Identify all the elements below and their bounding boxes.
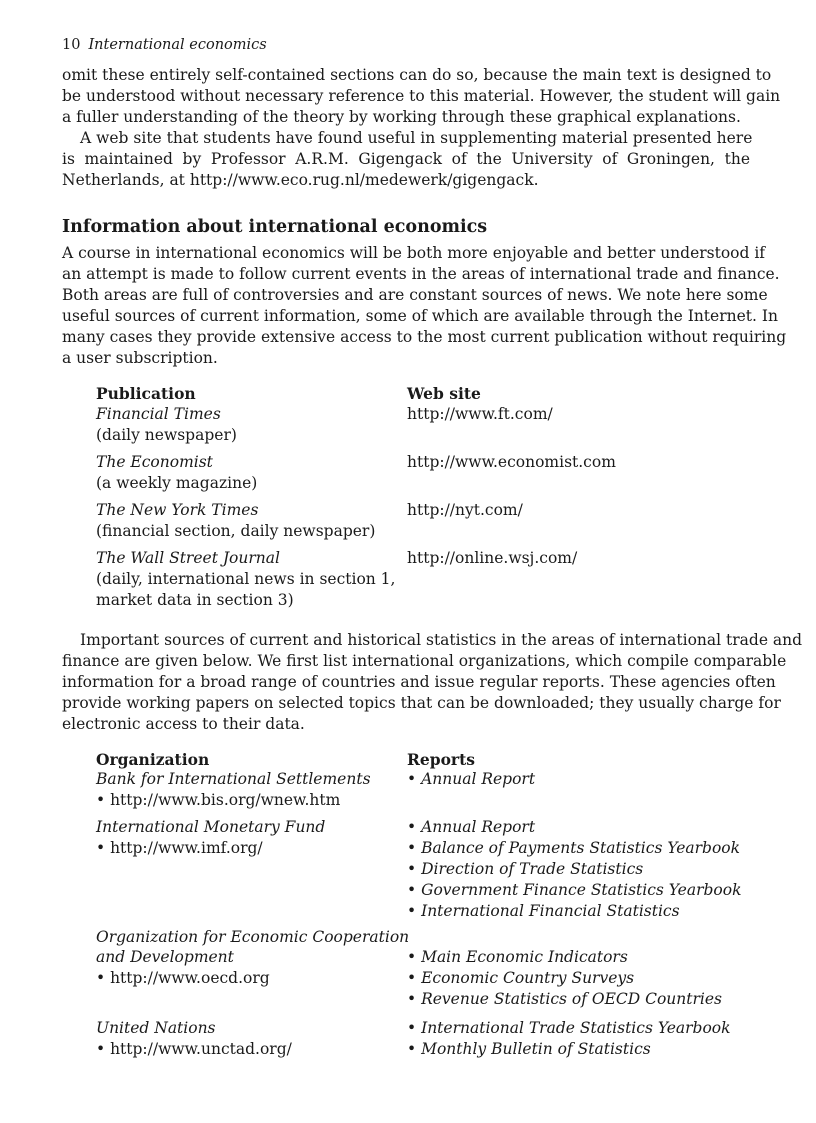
report-item: • Direction of Trade Statistics [407,860,644,878]
publication-url[interactable]: http://www.economist.com [407,453,616,471]
report-item: • Economic Country Surveys [407,969,635,987]
body-text-line: Important sources of current and historical statistics in the areas of international trade and [80,631,803,649]
body-text-line: useful sources of current information, some of which are available through the Internet. In [62,307,778,325]
running-title: International economics [88,37,267,53]
publication-name: The New York Times [96,501,259,519]
page-number: 10 [62,37,81,53]
section-heading: Information about international economics [62,217,488,237]
body-text-line: electronic access to their data. [62,715,305,733]
publication-details: (financial section, daily newspaper) [96,522,376,540]
body-text-line: Netherlands, at http://www.eco.rug.nl/medewerk/gigengack. [62,171,539,189]
publication-name: The Economist [96,453,213,471]
organization-url[interactable]: • http://www.bis.org/wnew.htm [96,791,341,809]
body-text-line: omit these entirely self-contained sections can do so, because the main text is designed to [62,66,772,84]
report-item: • Annual Report [407,818,536,836]
report-item: • Main Economic Indicators [407,948,628,966]
report-item: • International Trade Statistics Yearbook [407,1019,731,1037]
report-item: • Annual Report [407,770,536,788]
body-text-line: many cases they provide extensive access to the most current publication without requiring [62,328,787,346]
organization-url[interactable]: • http://www.unctad.org/ [96,1040,292,1058]
report-item: • International Financial Statistics [407,902,680,920]
body-text-line: A web site that students have found useful in supplementing material presented here [80,129,753,147]
publication-details: (daily newspaper) [96,426,237,444]
body-text-line: a fuller understanding of the theory by working through these graphical explanations. [62,108,741,126]
publication-url[interactable]: http://www.ft.com/ [407,405,553,423]
publication-url[interactable]: http://online.wsj.com/ [407,549,578,567]
publication-details: market data in section 3) [96,591,294,609]
report-item: • Government Finance Statistics Yearbook [407,881,742,899]
website-column-header: Web site [407,384,481,403]
publication-url[interactable]: http://nyt.com/ [407,501,523,519]
body-text-line: a user subscription. [62,349,218,367]
body-text-line: information for a broad range of countries and issue regular reports. These agencies often [62,673,776,691]
running-head [62,36,267,54]
body-text-line: A course in international economics will be both more enjoyable and better understood if [62,244,766,262]
body-text-line: an attempt is made to follow current events in the areas of international trade and finance. [62,265,780,283]
organization-name: International Monetary Fund [96,818,326,836]
publication-name: The Wall Street Journal [96,549,280,567]
body-text-line: be understood without necessary reference to this material. However, the student will gain [62,87,781,105]
organization-name: Bank for International Settlements [96,770,371,788]
body-text-line: is maintained by Professor A.R.M. Gigengack of the University of Groningen, the [62,150,750,168]
organization-url[interactable]: • http://www.imf.org/ [96,839,263,857]
report-item: • Revenue Statistics of OECD Countries [407,990,722,1008]
organization-column-header: Organization [96,750,210,769]
body-text-line: Both areas are full of controversies and are constant sources of news. We note here some [62,286,768,304]
body-text-line: finance are given below. We first list international organizations, which compile comparable [62,652,787,670]
publication-details: (a weekly magazine) [96,474,258,492]
organization-url[interactable]: • http://www.oecd.org [96,969,270,987]
report-item: • Balance of Payments Statistics Yearbook [407,839,741,857]
publication-details: (daily, international news in section 1, [96,570,396,588]
organization-name: and Development [96,948,234,966]
publication-name: Financial Times [96,405,221,423]
organization-name: Organization for Economic Cooperation [96,928,410,946]
reports-column-header: Reports [407,750,475,769]
report-item: • Monthly Bulletin of Statistics [407,1040,651,1058]
body-text-line: provide working papers on selected topics that can be downloaded; they usually charge for [62,694,781,712]
publication-column-header: Publication [96,384,196,403]
organization-name: United Nations [96,1019,216,1037]
